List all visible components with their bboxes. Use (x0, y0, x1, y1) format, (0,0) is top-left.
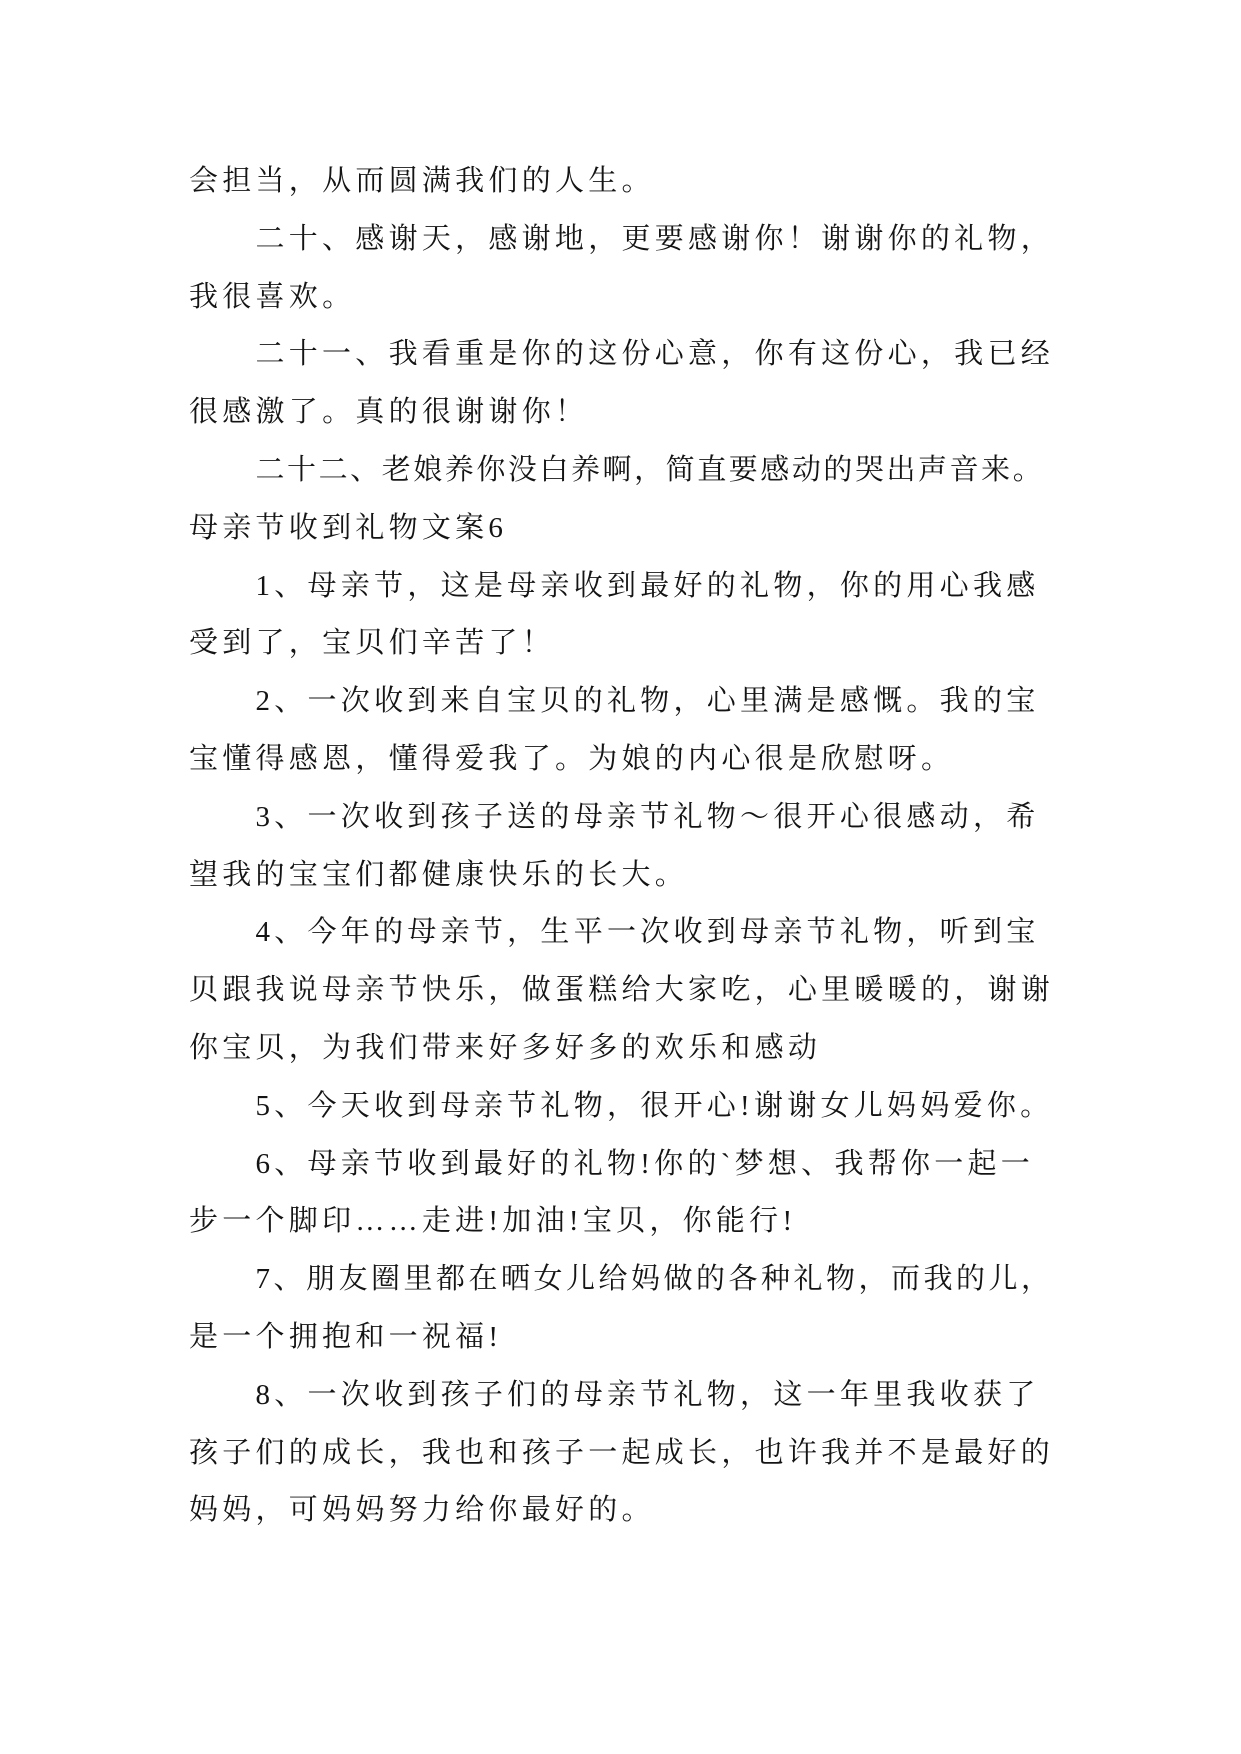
text-line: 望我的宝宝们都健康快乐的长大。 (189, 858, 689, 891)
text-line: 5、今天收到母亲节礼物，很开心!谢谢女儿妈妈爱你。 (255, 1089, 1054, 1122)
text-line: 8、一次收到孩子们的母亲节礼物，这一年里我收获了 (255, 1378, 1040, 1411)
section-title: 母亲节收到礼物文案6 (189, 511, 508, 544)
text-line: 宝懂得感恩，懂得爱我了。为娘的内心很是欣慰呀。 (189, 742, 955, 775)
text-line: 妈妈，可妈妈努力给你最好的。 (189, 1494, 655, 1527)
list-item (189, 904, 1054, 1077)
section-heading (189, 500, 1054, 558)
text-line: 步一个脚印……走进!加油!宝贝，你能行! (189, 1205, 797, 1238)
text-line: 二十、感谢天，感谢地，更要感谢你！谢谢你的礼物， (255, 222, 1054, 255)
list-item (189, 1078, 1054, 1136)
text-line: 是一个拥抱和一祝福! (189, 1320, 503, 1353)
text-line: 6、母亲节收到最好的礼物!你的`梦想、我帮你一起一 (255, 1147, 1035, 1180)
list-item (189, 442, 1054, 500)
text-line: 二十二、老娘养你没白养啊，简直要感动的哭出声音来。 (255, 453, 1045, 486)
list-item (189, 326, 1054, 442)
text-line: 你宝贝，为我们带来好多好多的欢乐和感动 (189, 1031, 822, 1064)
text-line: 3、一次收到孩子送的母亲节礼物～很开心很感动，希 (255, 800, 1040, 833)
list-item (189, 789, 1054, 905)
text-line: 我很喜欢。 (189, 280, 356, 313)
text-line: 很感激了。真的很谢谢你！ (189, 396, 589, 429)
list-item (189, 1136, 1054, 1252)
list-item (189, 211, 1054, 327)
text-line: 2、一次收到来自宝贝的礼物，心里满是感慨。我的宝 (255, 685, 1040, 718)
continued-paragraph (189, 153, 1054, 211)
list-item (189, 1367, 1054, 1540)
text-line: 会担当，从而圆满我们的人生。 (189, 165, 655, 197)
text-line: 贝跟我说母亲节快乐，做蛋糕给大家吃，心里暖暖的，谢谢 (189, 974, 1055, 1007)
text-line: 孩子们的成长，我也和孩子一起成长，也许我并不是最好的 (189, 1436, 1055, 1469)
text-line: 受到了，宝贝们辛苦了！ (189, 627, 555, 660)
text-line: 7、朋友圈里都在晒女儿给妈做的各种礼物，而我的儿， (255, 1263, 1054, 1296)
page-body (189, 153, 1054, 1540)
list-item (189, 673, 1054, 789)
list-item (189, 1251, 1054, 1367)
list-item (189, 558, 1054, 674)
text-line: 二十一、我看重是你的这份心意，你有这份心，我已经 (255, 338, 1054, 371)
text-line: 1、母亲节，这是母亲收到最好的礼物，你的用心我感 (255, 569, 1040, 602)
text-line: 4、今年的母亲节，生平一次收到母亲节礼物，听到宝 (255, 916, 1040, 949)
